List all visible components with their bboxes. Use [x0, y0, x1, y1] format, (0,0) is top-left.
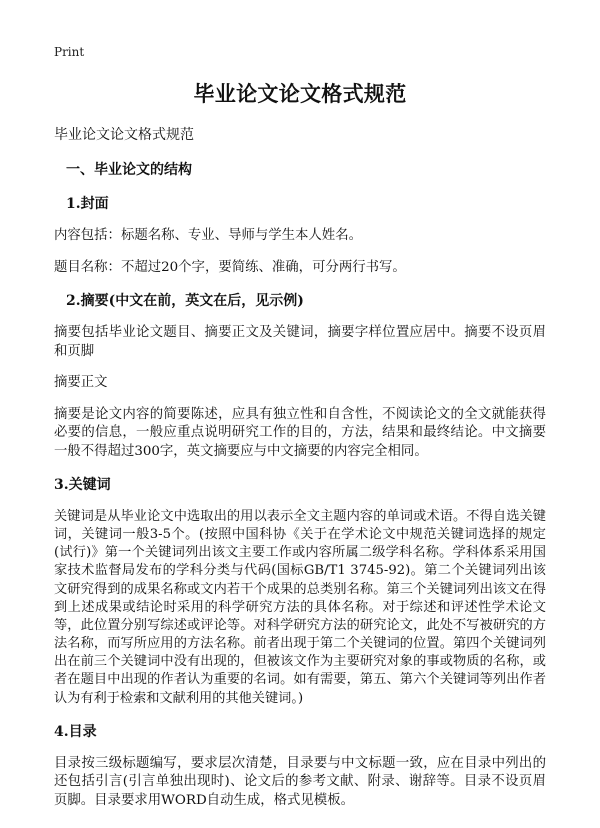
toc-heading: 4.目录 — [54, 723, 97, 740]
cover-heading: 1.封面 — [66, 196, 109, 212]
document-subtitle: 毕业论文论文格式规范 — [54, 127, 194, 143]
abstract-paragraph-2: 摘要正文 — [54, 375, 108, 390]
structure-heading: 一、毕业论文的结构 — [66, 162, 192, 178]
keywords-heading: 3.关键词 — [54, 477, 111, 493]
document-title: 毕业论文论文格式规范 — [193, 81, 407, 106]
cover-paragraph-2: 题目名称：不超过20个字，要简练、准确，可分两行书写。 — [54, 259, 406, 275]
toc-paragraph: 目录按三级标题编写，要求层次清楚，目录要与中文标题一致，应在目录中列出的还包括引言(引言单独出现时)、论文后的参考文献、附录、谢辞等。目录不设页眉页脚。目录要求用WORD自动生成，格式见模板。 — [54, 755, 546, 808]
abstract-paragraph-1: 摘要包括毕业论文题目、摘要正文及关键词，摘要字样位置应居中。摘要不设页眉和页脚 — [54, 325, 546, 359]
print-link[interactable]: Print — [54, 45, 85, 59]
cover-paragraph-1: 内容包括：标题名称、专业、导师与学生本人姓名。 — [54, 228, 362, 243]
abstract-paragraph-3: 摘要是论文内容的简要陈述，应具有独立性和自含性，不阅读论文的全文就能获得必要的信息，一般应重点说明研究工作的目的，方法，结果和最终结论。中文摘要一般不得超过300字，英文摘要应与中文摘要的内容完全相同。 — [54, 406, 546, 459]
abstract-heading: 2.摘要(中文在前，英文在后，见示例) — [66, 293, 304, 309]
keywords-paragraph: 关键词是从毕业论文中选取出的用以表示全文主题内容的单词或术语。不得自选关键词，关键词一般3-5个。(按照中国科协《关于在学术论文中规范关键词选择的规定(试行)》第一个关键词列出该文主要工作或内容所属二级学科名称。学科体系采用国家技术监督局发布的学科分类与代码(国标GB/T1 3745-92)。第二个关键词列出该文研究得到的成果名称或文内若干个成果的总类别名称。第三个关键词列出该文在得到上述成果或结论时采用的科学研究方法的具体名称。对于综述和评述性学术论文等，此位置分别写综述或评论等。对科学研究方法的研究论文，此处不写被研究的方法名称，而写所应用的方法名称。前者出现于第二个关键词的位置。第四个关键词列出在前三个关键词中没有出现的，但被该文作为主要研究对象的事或物质的名称，或者在题目中出现的作者认为重要的名词。如有需要，第五、第六个关键词等列出作者认为有利于检索和文献利用的其他关键词。) — [54, 509, 546, 706]
